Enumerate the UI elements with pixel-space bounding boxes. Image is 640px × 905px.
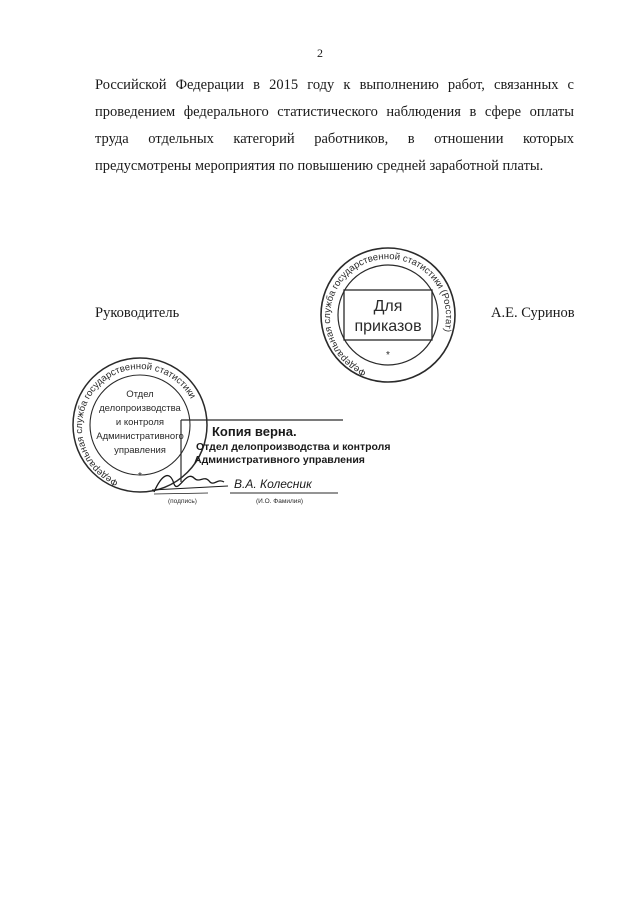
body-line: труда отдельных категорий работников, в отношении которых bbox=[95, 131, 574, 147]
signer-title: Руководитель bbox=[95, 305, 180, 321]
orders-stamp-star: * bbox=[386, 350, 390, 361]
copy-certification bbox=[148, 412, 391, 507]
body-line: предусмотрены мероприятия по повышению средней заработной платы. bbox=[95, 158, 544, 174]
caption-name: (И.О. Фамилия) bbox=[256, 498, 304, 505]
body-line: Российской Федерации в 2015 году к выполнению работ, связанных с bbox=[95, 77, 574, 93]
department-stamp-ring-text: Федеральная служба государственной статистики bbox=[73, 360, 198, 489]
orders-stamp bbox=[318, 245, 458, 385]
department-stamp-line: и контроля bbox=[115, 417, 165, 428]
orders-stamp-line1: Для bbox=[373, 298, 403, 315]
body-line: проведением федерального статистического наблюдения в сфере оплаты bbox=[95, 104, 574, 120]
caption-signature: (подпись) bbox=[168, 498, 197, 505]
signer-name: А.Е. Суринов bbox=[491, 305, 575, 321]
document-body bbox=[95, 72, 574, 180]
copy-department-line2: Административного управления bbox=[194, 454, 365, 466]
department-stamp-line: Отдел bbox=[126, 389, 154, 400]
department-stamp-line: делопроизводства bbox=[99, 403, 181, 414]
orders-stamp-ring-text: Федеральная служба государственной статистики (Росстат) bbox=[321, 250, 455, 379]
orders-stamp-line2: приказов bbox=[354, 318, 422, 335]
department-stamp-line: управления bbox=[114, 445, 166, 456]
copy-department-line1: Отдел делопроизводства и контроля bbox=[196, 441, 391, 453]
department-stamp-line: Административного bbox=[96, 431, 184, 442]
copy-title: Копия верна. bbox=[212, 424, 297, 439]
department-stamp-star: * bbox=[138, 471, 142, 482]
handwritten-name: В.А. Колесник bbox=[234, 477, 312, 491]
page-number: 2 bbox=[317, 46, 323, 60]
